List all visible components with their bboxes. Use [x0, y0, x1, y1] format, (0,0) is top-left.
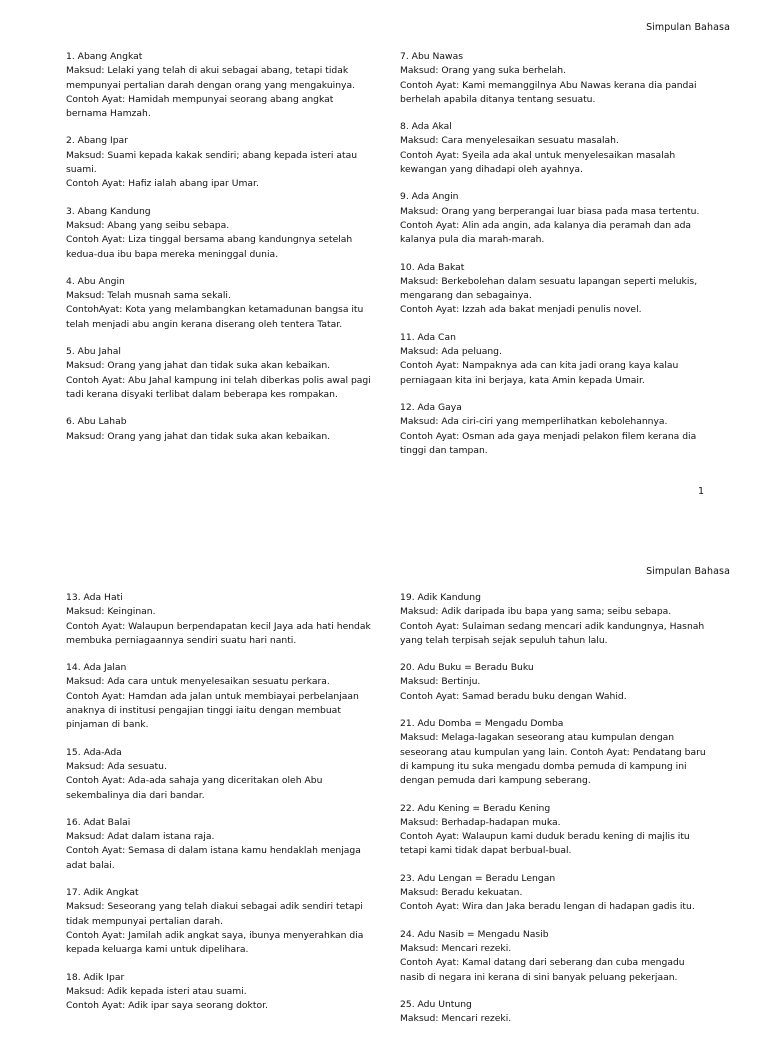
entry — [66, 415, 372, 444]
entry-text: Maksud: Adik daripada ibu bapa yang sama; seibu sebapa. — [400, 606, 672, 618]
entry-text: Maksud: Orang yang suka berhelah. — [400, 65, 567, 77]
entry-title: 2. Abang Ipar — [66, 135, 128, 147]
entry — [400, 661, 708, 704]
entry-text: Maksud: Mencari rezeki. — [400, 1013, 512, 1025]
entry-title: 14. Ada Jalan — [66, 662, 127, 674]
entry — [400, 928, 708, 985]
entry — [400, 50, 708, 107]
entry — [66, 50, 372, 121]
entry — [400, 401, 708, 458]
entry — [400, 591, 708, 648]
entry-text: Contoh Ayat: Ada-ada sahaja yang diceritakan oleh Abu sekembalinya dia dari bandar. — [66, 775, 323, 801]
entry-text: Maksud: Orang yang jahat dan tidak suka akan kebaikan. — [66, 360, 331, 372]
entry-text: Maksud: Berhadap-hadapan muka. — [400, 816, 561, 828]
entry-text: Contoh Ayat: Adik ipar saya seorang doktor. — [66, 1000, 268, 1012]
entry-text: Contoh Ayat: Syeila ada akal untuk menyelesaikan masalah kewangan yang dihadapi oleh ayahnya. — [400, 149, 676, 176]
entry-text: Maksud: Ada ciri-ciri yang memperlihatkan kebolehannya. — [400, 416, 668, 428]
entry-title: 1. Abang Angkat — [66, 51, 143, 62]
entry-text: Contoh Ayat: Hamidah mempunyai seorang abang angkat bernama Hamzah. — [66, 93, 334, 120]
page-number: 1 — [697, 486, 704, 497]
entry-text: Maksud: Cara menyelesaikan sesuatu masalah. — [400, 135, 619, 147]
entry-text: Contoh Ayat: Semasa di dalam istana kamu hendaklah menjaga adat balai. — [66, 845, 361, 871]
entry-text: Contoh Ayat: Walaupun berpendapatan kecil Jaya ada hati hendak membuka perniagaannya sendiri suatu hari nanti. — [66, 620, 371, 646]
entry-text: Maksud: Abang yang seibu sebapa. — [66, 219, 230, 231]
entry-title: 7. Abu Nawas — [400, 51, 463, 62]
entry — [400, 998, 708, 1027]
entry-text: Contoh Ayat: Liza tinggal bersama abang kandungnya setelah kedua-dua ibu bapa mereka meninggal dunia. — [66, 234, 353, 260]
entry-text: Maksud: Adik kepada isteri atau suami. — [66, 985, 247, 997]
page-header: Simpulan Bahasa — [646, 22, 730, 33]
entry-text: Contoh Ayat: Walaupun kami duduk beradu kening di majlis itu tetapi kami tidak dapat berbual-bual. — [400, 831, 690, 857]
entry — [400, 261, 708, 318]
entry — [66, 886, 372, 957]
entry-text: Contoh Ayat: Sulaiman sedang mencari adik kandungnya, Hasnah yang telah terpisah sejak sepuluh tahun lalu. — [400, 620, 705, 646]
entry-text: Contoh Ayat: Osman ada gaya menjadi pelakon filem kerana dia tinggi dan tampan. — [400, 430, 697, 456]
entry-title: 11. Ada Can — [400, 331, 456, 343]
entry-title: 25. Adu Untung — [400, 998, 472, 1010]
entry-text: Maksud: Orang yang jahat dan tidak suka akan kebaikan. — [66, 430, 331, 442]
entry — [400, 190, 708, 247]
document-page-1 — [0, 0, 768, 510]
entry-text: Maksud: Bertinju. — [400, 676, 481, 688]
entry-title: 22. Adu Kening = Beradu Kening — [400, 802, 551, 814]
entry-title: 3. Abang Kandung — [66, 205, 151, 217]
entry-text: Contoh Ayat: Hamdan ada jalan untuk membiayai perbelanjaan anaknya di institusi pengajian tinggi iaitu dengan membuat pinjaman di bank. — [66, 690, 359, 731]
entry — [66, 816, 372, 873]
entry-title: 9. Ada Angin — [400, 191, 459, 203]
entry-title: 13. Ada Hati — [66, 592, 123, 603]
entry-text: Contoh Ayat: Kamal datang dari seberang dan cuba mengadu nasib di negara ini kerana di sini banyak peluang pekerjaan. — [400, 957, 685, 983]
entry-title: 21. Adu Domba = Mengadu Domba — [400, 718, 564, 730]
entry-text: Contoh Ayat: Izzah ada bakat menjadi penulis novel. — [400, 304, 642, 316]
entry-text: Maksud: Ada peluang. — [400, 346, 502, 358]
entry — [66, 275, 372, 332]
entry-title: 17. Adik Angkat — [66, 887, 139, 899]
entry — [66, 591, 372, 648]
entry-text: Contoh Ayat: Abu Jahal kampung ini telah diberkas polis awal pagi tadi kerana disyaki terlibat dalam beberapa kes rompakan. — [66, 374, 371, 400]
entry-title: 6. Abu Lahab — [66, 416, 127, 428]
entry-title: 15. Ada-Ada — [66, 746, 122, 758]
entry-text: Maksud: Berkebolehan dalam sesuatu lapangan seperti melukis, mengarang dan sebagainya. — [400, 275, 698, 302]
entry-title: 16. Adat Balai — [66, 816, 131, 828]
right-column — [400, 50, 708, 471]
entry-text: Maksud: Telah musnah sama sekali. — [66, 290, 231, 302]
entry-text: Maksud: Mencari rezeki. — [400, 942, 512, 954]
entry-text: Maksud: Beradu kekuatan. — [400, 887, 523, 899]
entry-text: Contoh Ayat: Alin ada angin, ada kalanya dia peramah dan ada kalanya pula dia marah-marah. — [400, 219, 692, 246]
entry-title: 24. Adu Nasib = Mengadu Nasib — [400, 928, 549, 940]
entry-title: 12. Ada Gaya — [400, 401, 462, 413]
entry — [66, 134, 372, 191]
entry-title: 5. Abu Jahal — [66, 346, 121, 358]
entry-text: Contoh Ayat: Jamilah adik angkat saya, ibunya menyerahkan dia kepada keluarga kami untuk dipelihara. — [66, 929, 364, 956]
entry-title: 20. Adu Buku = Beradu Buku — [400, 662, 534, 674]
entry-text: Contoh Ayat: Wira dan Jaka beradu lengan di hadapan gadis itu. — [400, 901, 695, 913]
entry-text: Maksud: Ada sesuatu. — [66, 760, 167, 772]
entry-title: 23. Adu Lengan = Beradu Lengan — [400, 872, 556, 884]
entry-text: Maksud: Ada cara untuk menyelesaikan sesuatu perkara. — [66, 676, 330, 688]
page-gap — [0, 510, 768, 562]
entry-text: Maksud: Suami kepada kakak sendiri; abang kepada isteri atau suami. — [66, 149, 358, 176]
entry-title: 10. Ada Bakat — [400, 261, 465, 273]
entry-text: ContohAyat: Kota yang melambangkan ketamadunan bangsa itu telah menjadi abu angin kerana diserang oleh tentera Tatar. — [66, 304, 364, 330]
entry-text: Contoh Ayat: Samad beradu buku dengan Wahid. — [400, 690, 627, 702]
entry — [66, 971, 372, 1014]
entry — [400, 872, 708, 915]
entry — [400, 802, 708, 859]
entry-text: Contoh Ayat: Hafiz ialah abang ipar Umar. — [66, 178, 259, 190]
entry — [66, 205, 372, 262]
entry-title: 4. Abu Angin — [66, 275, 125, 287]
entry-text: Maksud: Keinginan. — [66, 606, 156, 618]
entry-text: Maksud: Lelaki yang telah di akui sebagai abang, tetapi tidak mempunyai pertalian darah dengan orang yang mengakuinya. — [66, 65, 356, 91]
entry-text: Maksud: Orang yang berperangai luar biasa pada masa tertentu. — [400, 205, 700, 217]
entry — [400, 120, 708, 177]
left-column — [66, 50, 372, 457]
entry-title: 8. Ada Akal — [400, 121, 452, 133]
document-page-2 — [0, 562, 768, 1024]
entry-text: Maksud: Seseorang yang telah diakui sebagai adik sendiri tetapi tidak mempunyai pertalian darah. — [66, 901, 363, 927]
entry — [400, 331, 708, 388]
entry-title: 18. Adik Ipar — [66, 971, 125, 983]
entry — [66, 746, 372, 803]
entry-text: Contoh Ayat: Kami memanggilnya Abu Nawas kerana dia pandai berhelah apabila ditanya tentang sesuatu. — [400, 79, 697, 105]
entry — [400, 717, 708, 788]
page-header: Simpulan Bahasa — [646, 566, 730, 577]
entry-text: Contoh Ayat: Nampaknya ada can kita jadi orang kaya kalau perniagaan kita ini berjaya, kata Amin kepada Umair. — [400, 360, 679, 386]
entry — [66, 345, 372, 402]
entry — [66, 661, 372, 732]
entry-title: 19. Adik Kandung — [400, 592, 481, 603]
entry-text: Maksud: Adat dalam istana raja. — [66, 831, 215, 843]
left-column — [66, 591, 372, 1026]
entry-text: Maksud: Melaga-lagakan seseorang atau kumpulan dengan seseorang atau kumpulan yang lain. Contoh Ayat: Pendatang baru di kampung itu suka mengadu domba pemuda di kampung ini dengan pemuda dari kampung seberang. — [400, 732, 706, 787]
right-column — [400, 591, 708, 1039]
